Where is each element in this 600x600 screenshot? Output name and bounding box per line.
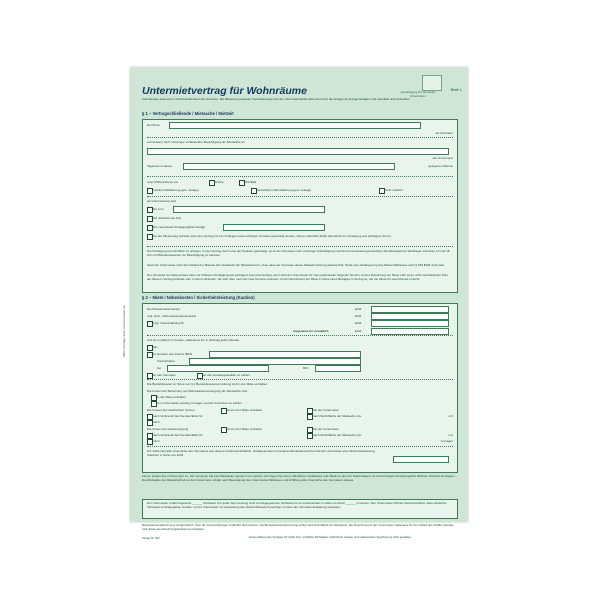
footer-betriebskosten: Betriebskostenabrechnung erfolgt jährlich. Über die Vorauszahlungen ist jährlich abzurechnen. Die Betriebskostenabrechnung erfolgt nach Wohnfläche der Mietsache. Die Abrechnung ist dem Untermieter spätestens bis zum Ablauf des zwölften Monats nach Ende des Abrechnungszeitraums mitzuteilen.	[142, 523, 454, 531]
label-nach-verbrauch: nach Verbrauch laut Sonderzähler Nr.	[153, 414, 204, 418]
deposit-field[interactable]	[393, 456, 449, 463]
label-m2: m²)	[448, 433, 453, 437]
paragraph-fristlos: Der Vermieter ist insbesondere dazu zur fristlosen Kündigung aus wichtigem Grund berechtigt, wenn sich der Untermieter für zwei aufeinander folgende Termine mit der Entrichtung der Miete oder eines nicht unerheblichen Teils der Miete in Verzug befindet oder in einem Zeitraum, der sich über mehr als zwei Termine erstreckt, mit der Entrichtung der Miete in Höhe eines Betrages in Verzug ist, der die Miete für zwei Monate erreicht.	[147, 273, 448, 281]
label-in-miete: in der Miete enthalten	[157, 395, 186, 399]
heating-cost-field[interactable]	[371, 313, 449, 320]
label-gas: Die Kosten der Gasversorgung	[147, 427, 189, 431]
label-unbestimmte-zeit: auf unbestimmte Zeit	[153, 216, 182, 220]
intro-text: Zutreffendes ankreuzen. Nichtzutreffendes bitte streichen. Bei Mitteilung separater Vereinbarungen auf den Informationsblatt (bitte dort auch die Anlage) an Anlage beifügen und ebenfalls unterschreiben.	[142, 97, 411, 101]
label-heizung: Die Kosten der Beheizung und Warmwasserversorgung der Mietsache sind	[147, 389, 247, 393]
label-strom: Die Kosten des elektrischen Stroms	[147, 408, 195, 412]
paragraph-kuendigung: Die Kündigung hat schriftlich zu erfolgen. Ist der Vertrag durch eine der Parteien gekündigt, so ist der Vermieter nach vorheriger Ankündigung und Terminvereinbarung berechtigt, das Mietobjekt an Werktagen zwischen 10 und 18 Uhr mit Mietinteressenten zur Besichtigung zu betreten.	[147, 249, 450, 257]
label-vorauszahlung: zzgl. Vorauszahlung für	[153, 321, 185, 325]
footer-haftung: Keine Haftung des Verlages für Inhalt bzw. rechtliche Richtigkeit. Nachdruck, Kopien und elektronische Speicherung nicht gestattet.	[248, 535, 412, 539]
label-eur: EUR	[355, 321, 362, 325]
label-bei: bei	[157, 366, 162, 370]
label-eur: EUR	[355, 307, 362, 311]
label-wc-bad: WC/Bad	[245, 180, 257, 184]
label-nach: nach	[153, 420, 160, 424]
account-holder-field[interactable]	[189, 358, 361, 365]
divider	[147, 246, 453, 247]
total-field[interactable]	[371, 328, 449, 335]
label-herr-frau: Herr/Frau	[147, 123, 160, 127]
label-eur: EUR	[355, 314, 362, 318]
iban-field[interactable]	[209, 351, 361, 358]
label-zu-tragen: zu tragen	[440, 439, 453, 443]
paragraph-schluessel: Der Untermieter erhält insgesamt ______ Schlüssel. Für jeden beim Auszug nicht zurückgegebenen Schlüssel ist ein Kostenersatz in Höhe von EUR ______ zu leisten. Den Untermieter trifft die Nachweispflicht, dass sämtliche Schlüssel zurückgegeben wurden. Ist der Untermieter zur Herstellung des Nachschlüssels berechtigt, so kann der Vermieter Erstattung verlangen.	[147, 501, 447, 509]
label-nach-wohnflaeche: nach Wohnfläche der Mietsache (ca.	[313, 433, 362, 437]
end-date-field[interactable]	[173, 206, 325, 213]
label-sicherung: Zur Sicherung aller Ansprüche des Vermieters aus diesem Untermietverhältnis, Schadenersatz und anderen Ersatzansprüchen hat der Untermieter eine Sicherheitsleistung (Kaution) in Höhe von EUR	[147, 449, 375, 457]
label-im-hause: folgende im Hause	[147, 164, 173, 168]
label-bic: BIC	[303, 366, 309, 370]
sheet-label: Blatt 1	[450, 87, 462, 92]
label-raeume: gelegenen Räume	[428, 164, 453, 168]
prepayment-field[interactable]	[371, 320, 449, 327]
address-field[interactable]	[183, 163, 395, 170]
divider	[147, 137, 453, 138]
label-kueche: Küche	[215, 180, 224, 184]
label-vom-untermieter: vom Untermieter anteilig zu tragen und als Vorschuss zu zahlen	[157, 401, 242, 405]
contract-sheet	[122, 67, 468, 522]
divider	[147, 446, 453, 447]
label-untermieter: als Untermieter	[432, 156, 453, 160]
document-title: Untermietvertrag für Wohnräume	[142, 85, 307, 97]
label-m2: m²)	[448, 414, 453, 418]
label-untermietung: als Untermietung wird	[147, 199, 177, 203]
label-zahlung: und ist monatlich im Voraus, spätestens am 3. Werktag jeden Monats	[147, 338, 239, 342]
label-iban: zu Gunsten des Kontos IBAN	[153, 352, 193, 356]
label-insgesamt: insgesamt zzt. monatlich	[293, 329, 329, 333]
paragraph-fortsetzung: Setzt der Untermieter nach dem Ablauf der Mietzeit den Gebrauch der Mietsache fort, ohne dass der Vermieter dieser Weiterbenutzung widerspricht, findet eine Verlängerung des Mietverhältnisses nach § 545 BGB nicht statt.	[147, 263, 445, 267]
divider	[147, 176, 453, 177]
section2-box	[142, 303, 458, 473]
label-nicht-moebliert: nicht möbliert	[385, 188, 403, 192]
label-befristet: bei der Mietvertrag befristet, kann der Vertrag nur bei Vorliegen eines wichtigen Grundes gekündigt werden. Davon unberührt bleibt das Recht zur Kündigung aus wichtigem Grund.	[153, 234, 392, 238]
label-kontoinhaber: Kontoinhaber	[157, 359, 175, 363]
publisher-logo-icon	[422, 75, 442, 91]
label-hat-untermieter: hat der Untermieter	[313, 427, 339, 431]
label-mitbenutzung: unter Mitbenutzung von	[147, 180, 179, 184]
section1-title: § 1 – Vertragschließende / Mietsache / Mietzeit	[142, 111, 234, 116]
label-bis-zum: bis zum	[153, 207, 164, 211]
label-bar: bar	[153, 345, 158, 349]
section1-box	[142, 119, 458, 293]
divider	[147, 196, 453, 197]
label-eur: EUR	[355, 329, 362, 333]
label-vermieter: als Vermieter	[435, 131, 453, 135]
keys-box	[142, 499, 458, 519]
divider	[147, 379, 453, 380]
notice-period-field[interactable]	[223, 224, 325, 231]
paragraph-zinsen: Zinsen stehen dem Untermieter zu. Der Vermieter hat eine Barkaution getrennt von seinem Vermögen bei einem öffentlichen Sparkasse oder Bank zu dem für Spareinlagen mit dreimonatiger Kündigungsfrist üblichen Zinssatz anzulegen. Die Rückgabe der Mietsicherheit an den Untermieter erfolgt nach Beendigung des Untermietverhältnisses und Erfüllung aller Ansprüche des Vermieters daraus.	[142, 474, 456, 482]
landlord-name-field[interactable]	[169, 122, 421, 129]
bank-field[interactable]	[167, 365, 269, 372]
label-hat-untermieter: hat der Untermieter	[313, 408, 339, 412]
form-number: Verlag Nr. 522	[142, 536, 160, 540]
header-note: Ausfertigung für Vermieter Untermieter	[400, 90, 436, 98]
divider	[147, 335, 453, 336]
label-an-vermieter: an den Vermieter	[153, 373, 176, 377]
label-teilmoebliert: teilmöbliert (Teilmöblierung gem. Anlage)	[257, 188, 312, 192]
label-vermietet: vermietet(n) nach vorheriger umfassender Besichtigung der Mietsache an	[147, 140, 245, 144]
tenant-name-field[interactable]	[147, 148, 449, 155]
label-kuendigung: Die vereinbarte Kündigungsfrist beträgt	[153, 225, 206, 229]
label-betriebskosten: Die Betriebskosten im Sinne von § 2 Betriebskostenverordnung sind in der Miete enthalten	[147, 382, 268, 386]
section2-title: § 2 – Miete / Nebenkosten / Sicherheitsleistung (Kaution)	[142, 295, 255, 300]
label-nach-wohnflaeche: nach Wohnfläche der Mietsache (ca.	[313, 414, 362, 418]
label-nach: nach	[153, 439, 160, 443]
label-monatsmiete: Die Monatsmiete beträgt	[147, 307, 180, 311]
label-moebliert: möbliert (Möblierung gem. Anlage)	[153, 188, 199, 192]
bic-field[interactable]	[315, 365, 361, 372]
label-heizkosten: zzgl. Heiz-, Warmwasserkostenanteil	[147, 314, 197, 318]
label-sind-enthalten: sind in der Miete enthalten	[227, 427, 263, 431]
label-sind-enthalten: sind in der Miete enthalten	[227, 408, 263, 412]
label-hausangestellten: an den Hausangestellten zu zahlen	[203, 373, 250, 377]
label-nach-verbrauch: nach Verbrauch laut Sonderzähler Nr.	[153, 433, 204, 437]
side-text: Mehr Verträge unter www.formulare.de	[122, 305, 126, 357]
rent-field[interactable]	[371, 306, 449, 313]
